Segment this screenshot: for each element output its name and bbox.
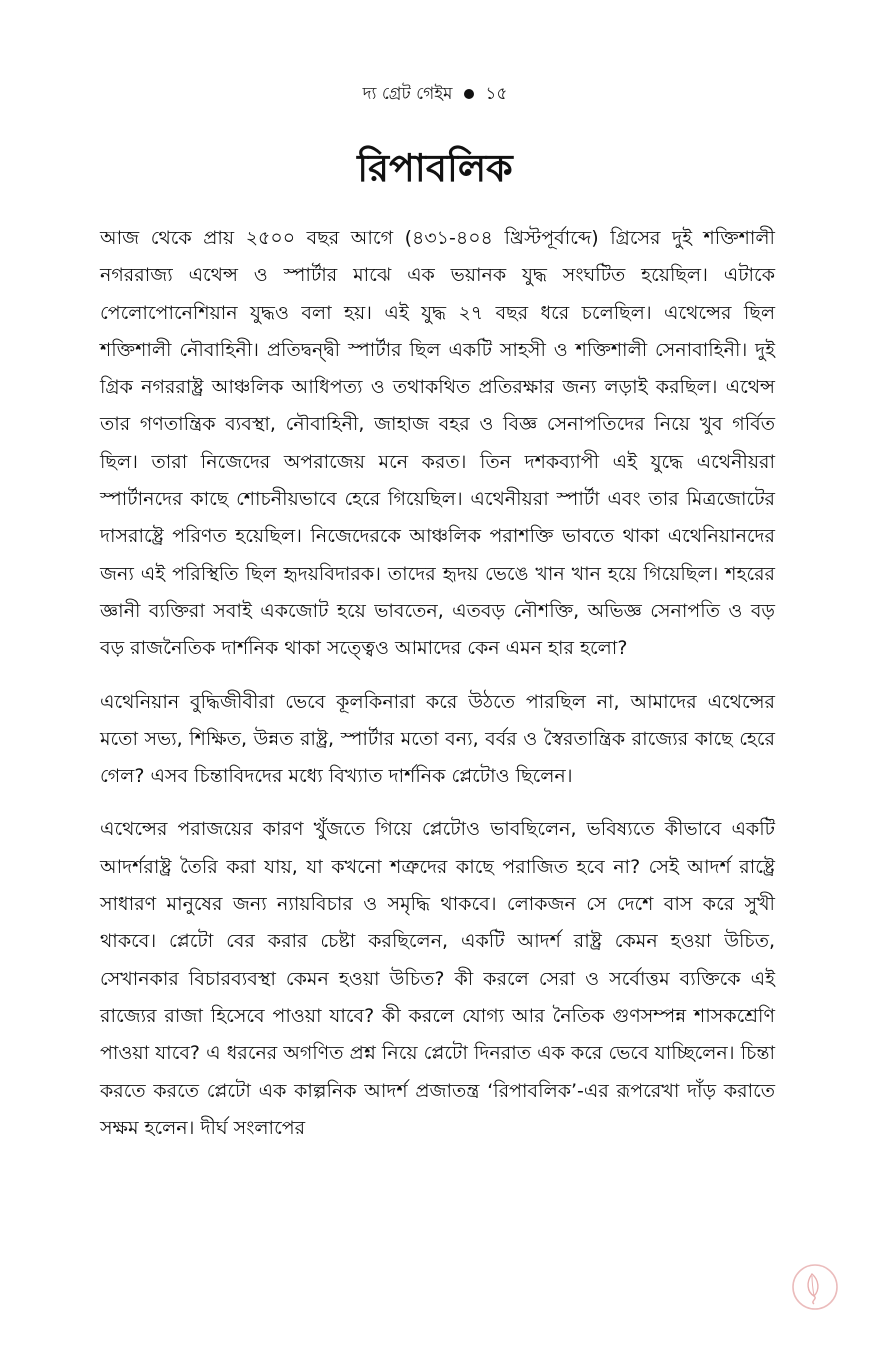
page-number: ১৫ — [485, 84, 508, 104]
body-text — [100, 220, 775, 1159]
separator-dot-icon — [464, 89, 474, 99]
chapter-title: রিপাবলিক — [357, 146, 513, 190]
paragraph-3: এথেন্সের পরাজয়ের কারণ খুঁজতে গিয়ে প্লেটোও ভাবছিলেন, ভবিষ্যতে কীভাবে একটি আদর্শরাষ্ট্র তৈরি করা যায়, যা কখনো শত্রুদের কাছে পরাজিত হবে না? সেই আদর্শ রাষ্ট্রে সাধারণ মানুষের জন্য ন্যায়বিচার ও সমৃদ্ধি থাকবে। লোকজন সে দেশে বাস করে সুখী থাকবে। প্লেটো বের করার চেষ্টা করছিলেন, একটি আদর্শ রাষ্ট্র কেমন হওয়া উচিত, সেখানকার বিচারব্যবস্থা কেমন হওয়া উচিত? কী করলে সেরা ও সর্বোত্তম ব্যক্তিকে এই রাজ্যের রাজা হিসেবে পাওয়া যাবে? কী করলে যোগ্য আর নৈতিক গুণসম্পন্ন শাসকশ্রেণি পাওয়া যাবে? এ ধরনের অগণিত প্রশ্ন নিয়ে প্লেটো দিনরাত এক করে ভেবে যাচ্ছিলেন। চিন্তা করতে করতে প্লেটো এক কাল্পনিক আদর্শ প্রজাতন্ত্র ‘রিপাবলিক’-এর রূপরেখা দাঁড় করাতে সক্ষম হলেন। দীর্ঘ সংলাপের — [100, 818, 775, 1139]
paragraph-2: এথেনিয়ান বুদ্ধিজীবীরা ভেবে কূলকিনারা করে উঠতে পারছিল না, আমাদের এথেন্সের মতো সভ্য, শিক্ষিত, উন্নত রাষ্ট্র, স্পার্টার মতো বন্য, বর্বর ও স্বৈরতান্ত্রিক রাজ্যের কাছে হেরে গেল? এসব চিন্তাবিদদের মধ্যে বিখ্যাত দার্শনিক প্লেটোও ছিলেন। — [100, 690, 775, 788]
leaf-circle-logo-icon — [790, 1262, 840, 1312]
paragraph-1: আজ থেকে প্রায় ২৫০০ বছর আগে (৪৩১-৪০৪ খ্রিস্টপূর্বাব্দে) গ্রিসের দুই শক্তিশালী নগররাজ্য এথেন্স ও স্পার্টার মাঝে এক ভয়ানক যুদ্ধ সংঘটিত হয়েছিল। এটাকে পেলোপোনেশিয়ান যুদ্ধও বলা হয়। এই যুদ্ধ ২৭ বছর ধরে চলেছিল। এথেন্সের ছিল শক্তিশালী নৌবাহিনী। প্রতিদ্বন্দ্বী স্পার্টার ছিল একটি সাহসী ও শক্তিশালী সেনাবাহিনী। দুই গ্রিক নগররাষ্ট্র আঞ্চলিক আধিপত্য ও তথাকথিত প্রতিরক্ষার জন্য লড়াই করছিল। এথেন্স তার গণতান্ত্রিক ব্যবস্থা, নৌবাহিনী, জাহাজ বহর ও বিজ্ঞ সেনাপতিদের নিয়ে খুব গর্বিত ছিল। তারা নিজেদের অপরাজেয় মনে করত। তিন দশকব্যাপী এই যুদ্ধে এথেনীয়রা স্পার্টানদের কাছে শোচনীয়ভাবে হেরে গিয়েছিল। এথেনীয়রা স্পার্টা এবং তার মিত্রজোটের দাসরাষ্ট্রে পরিণত হয়েছিল। নিজেদেরকে আঞ্চলিক পরাশক্তি ভাবতে থাকা এথেনিয়ানদের জন্য এই পরিস্থিতি ছিল হৃদয়বিদারক। তাদের হৃদয় ভেঙে খান খান হয়ে গিয়েছিল। শহরের জ্ঞানী ব্যক্তিরা সবাই একজোট হয়ে ভাবতেন, এতবড় নৌশক্তি, অভিজ্ঞ সেনাপতি ও বড় বড় রাজনৈতিক দার্শনিক থাকা সত্ত্বেও আমাদের কেন এমন হার হলো? — [100, 227, 775, 660]
book-title: দ্য গ্রেট গেইম — [362, 84, 453, 104]
publisher-logo-icon — [790, 1262, 840, 1312]
running-header — [0, 80, 870, 108]
